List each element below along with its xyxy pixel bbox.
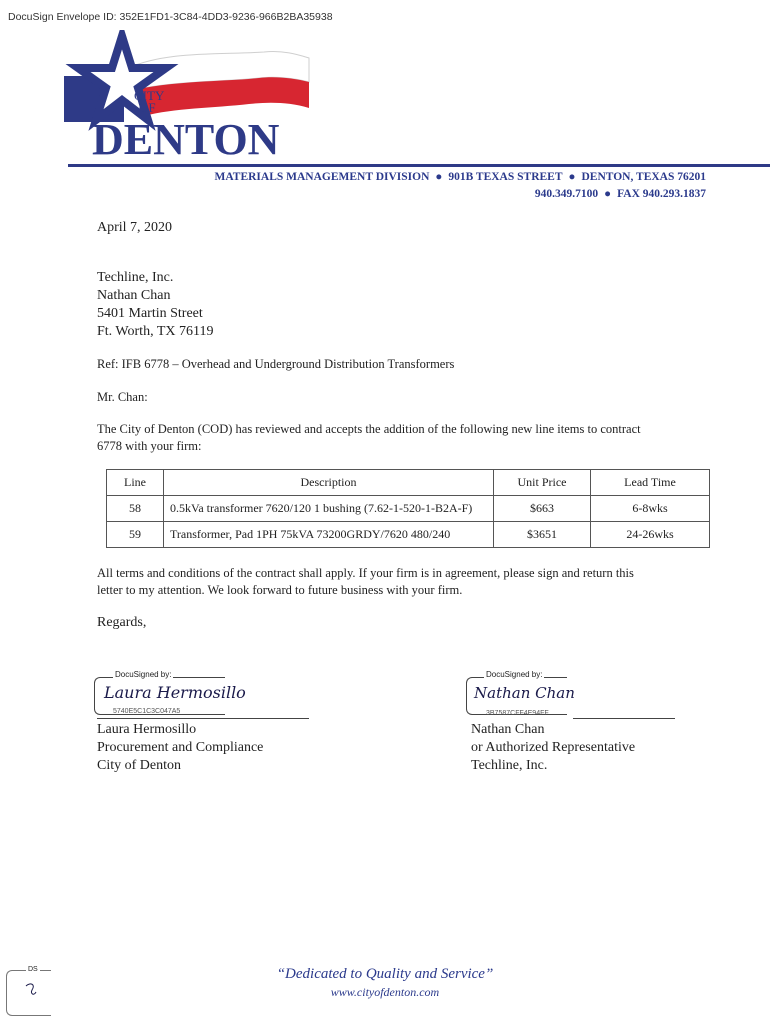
description-cell: 0.5kVa transformer 7620/120 1 bushing (7.62-1-520-1-B2A-F) bbox=[164, 496, 494, 522]
closing-paragraph bbox=[97, 565, 634, 599]
header-rule bbox=[68, 164, 770, 167]
division-name: MATERIALS MANAGEMENT DIVISION bbox=[214, 171, 430, 183]
svg-text:Nathan Chan: Nathan Chan bbox=[474, 684, 575, 702]
column-header: Unit Price bbox=[494, 470, 591, 496]
description-cell: Transformer, Pad 1PH 75kVA 73200GRDY/7620 480/240 bbox=[164, 522, 494, 548]
logo-city-text: CITY bbox=[134, 88, 165, 103]
city-of-denton-logo bbox=[64, 30, 314, 160]
logo-denton-text: DENTON bbox=[92, 115, 280, 160]
recipient-city: Ft. Worth, TX 76119 bbox=[97, 324, 214, 339]
signature-line-right bbox=[573, 718, 675, 719]
column-header: Lead Time bbox=[591, 470, 710, 496]
signature-right bbox=[472, 678, 582, 708]
fax-number: FAX 940.293.1837 bbox=[617, 188, 706, 200]
signer-id-right: 3B7587CFF4E94FF bbox=[486, 710, 549, 717]
header-line-1 bbox=[214, 171, 706, 183]
bullet: ● bbox=[568, 171, 576, 183]
letter-date: April 7, 2020 bbox=[97, 220, 173, 235]
signer-title: or Authorized Representative bbox=[471, 740, 636, 755]
docusigned-by-label: DocuSigned by: bbox=[115, 670, 172, 679]
closing-line-2: letter to my attention. We look forward to future business with your firm. bbox=[97, 583, 463, 597]
recipient-street: 5401 Martin Street bbox=[97, 306, 203, 321]
intro-paragraph bbox=[97, 421, 641, 455]
bullet: ● bbox=[435, 171, 443, 183]
envelope-id: DocuSign Envelope ID: 352E1FD1-3C84-4DD3-9236-966B2BA35938 bbox=[8, 11, 333, 23]
signature-line-left bbox=[97, 718, 309, 719]
table-header-row bbox=[107, 470, 710, 496]
bullet: ● bbox=[604, 188, 612, 200]
recipient-company: Techline, Inc. bbox=[97, 270, 174, 285]
footer-website: www.cityofdenton.com bbox=[330, 985, 440, 999]
docusigned-by-label: DocuSigned by: bbox=[486, 670, 543, 679]
closing-line-1: All terms and conditions of the contract shall apply. If your firm is in agreement, please sign and return this bbox=[97, 566, 634, 580]
city-state-zip: DENTON, TEXAS 76201 bbox=[581, 171, 706, 183]
signer-title: Procurement and Compliance bbox=[97, 740, 264, 755]
intro-line-2: 6778 with your firm: bbox=[97, 439, 202, 453]
recipient-name: Nathan Chan bbox=[97, 288, 171, 303]
signature-left bbox=[100, 678, 250, 708]
line-number-cell: 59 bbox=[107, 522, 164, 548]
svg-text:Laura Hermosillo: Laura Hermosillo bbox=[104, 683, 246, 702]
lead-time-cell: 24-26wks bbox=[591, 522, 710, 548]
logo-of-text: OF bbox=[139, 100, 156, 115]
signer-name: Laura Hermosillo bbox=[97, 722, 197, 737]
ds-label: DS bbox=[28, 966, 38, 973]
phone-number: 940.349.7100 bbox=[534, 188, 599, 200]
unit-price-cell: $3651 bbox=[494, 522, 591, 548]
signer-organization: City of Denton bbox=[97, 758, 181, 773]
signer-block-left bbox=[97, 721, 263, 775]
footer-slogan: “Dedicated to Quality and Service” bbox=[276, 966, 494, 982]
signer-id-left: 5740E5C1C3C047A5 bbox=[113, 708, 181, 715]
signer-block-right bbox=[471, 721, 635, 775]
regards: Regards, bbox=[97, 615, 147, 630]
reference-line: Ref: IFB 6778 – Overhead and Underground Distribution Transformers bbox=[97, 357, 455, 371]
intro-line-1: The City of Denton (COD) has reviewed and accepts the addition of the following new line items to contract bbox=[97, 422, 641, 436]
line-number-cell: 58 bbox=[107, 496, 164, 522]
column-header: Description bbox=[164, 470, 494, 496]
signer-name: Nathan Chan bbox=[471, 722, 545, 737]
lead-time-cell: 6-8wks bbox=[591, 496, 710, 522]
street-address: 901B TEXAS STREET bbox=[448, 171, 563, 183]
line-items-table bbox=[106, 469, 710, 548]
header-line-2 bbox=[535, 188, 706, 200]
table-row bbox=[107, 496, 710, 522]
signer-organization: Techline, Inc. bbox=[471, 758, 548, 773]
unit-price-cell: $663 bbox=[494, 496, 591, 522]
recipient-block bbox=[97, 269, 213, 341]
table-row bbox=[107, 522, 710, 548]
column-header: Line bbox=[107, 470, 164, 496]
salutation: Mr. Chan: bbox=[97, 390, 148, 404]
